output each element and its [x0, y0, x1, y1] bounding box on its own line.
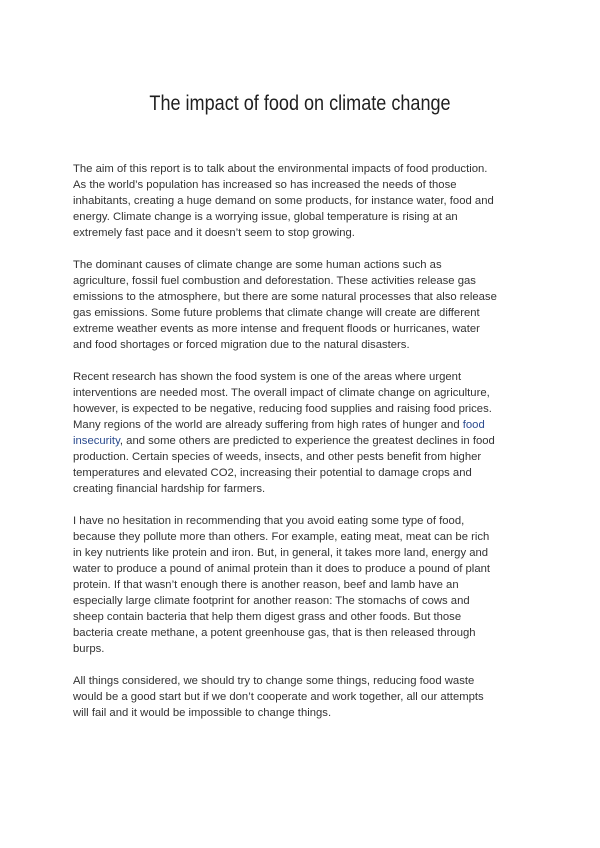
text-line: sheep contain bacteria that help them digest grass and other foods. But those	[73, 611, 462, 623]
text-line: interventions are needed most. The overall impact of climate change on agriculture,	[73, 387, 490, 399]
text-line-suffix: , and some others are predicted to experience the greatest declines in food	[119, 435, 495, 447]
food-insecurity-link[interactable]: food	[462, 419, 485, 431]
text-line: temperatures and elevated CO2, increasing their potential to damage crops and	[73, 467, 472, 479]
text-line: I have no hesitation in recommending that you avoid eating some type of food,	[73, 515, 465, 527]
paragraph-1	[73, 161, 533, 241]
document-body	[73, 161, 533, 737]
text-line: emissions to the atmosphere, but there are some natural processes that also release	[73, 291, 497, 303]
text-line: Recent research has shown the food system is one of the areas where urgent	[73, 371, 462, 383]
text-line: in key nutrients like protein and iron. But, in general, it takes more land, energy and	[73, 547, 489, 559]
text-line: extremely fast pace and it doesn’t seem to stop growing.	[73, 227, 355, 239]
text-line: water to produce a pound of animal protein than it does to produce a pound of plant	[73, 563, 491, 575]
paragraph-3	[73, 369, 533, 497]
text-line: and food shortages or forced migration due to the natural disasters.	[73, 339, 410, 351]
text-line	[73, 433, 533, 449]
paragraph-4	[73, 513, 533, 657]
text-line: would be a good start but if we don’t cooperate and work together, all our attempts	[73, 691, 484, 703]
paragraph-2	[73, 257, 533, 353]
food-insecurity-link-continued[interactable]: insecurity	[73, 435, 120, 447]
text-line: The dominant causes of climate change are some human actions such as	[73, 259, 442, 271]
paragraph-5	[73, 673, 533, 721]
text-line: energy. Climate change is a worrying issue, global temperature is rising at an	[73, 211, 458, 223]
text-line: The aim of this report is to talk about the environmental impacts of food production.	[73, 163, 488, 175]
text-line	[73, 417, 533, 433]
text-line: production. Certain species of weeds, insects, and other pests benefit from higher	[73, 451, 482, 463]
text-line-prefix: Many regions of the world are already suffering from high rates of hunger and	[73, 419, 463, 431]
text-line: will fail and it would be impossible to change things.	[73, 707, 332, 719]
text-line: agriculture, fossil fuel combustion and deforestation. These activities release gas	[73, 275, 476, 287]
text-line: bacteria create methane, a potent greenhouse gas, that is then released through	[73, 627, 476, 639]
text-line: however, is expected to be negative, reducing food supplies and raising food prices.	[73, 403, 492, 415]
text-line: As the world’s population has increased so has increased the needs of those	[73, 179, 457, 191]
text-line: gas emissions. Some future problems that climate change will create are different	[73, 307, 480, 319]
text-line: because they pollute more than others. For example, eating meat, meat can be rich	[73, 531, 490, 543]
text-line: protein. If that wasn’t enough there is another reason, beef and lamb have an	[73, 579, 459, 591]
text-line: creating financial hardship for farmers.	[73, 483, 266, 495]
text-line: extreme weather events as more intense and frequent floods or hurricanes, water	[73, 323, 480, 335]
text-line: burps.	[73, 643, 105, 655]
document-title: The impact of food on climate change	[149, 92, 451, 115]
text-line: inhabitants, creating a huge demand on some products, for instance water, food and	[73, 195, 494, 207]
text-line: especially large climate footprint for another reason: The stomachs of cows and	[73, 595, 470, 607]
text-line: All things considered, we should try to change some things, reducing food waste	[73, 675, 475, 687]
